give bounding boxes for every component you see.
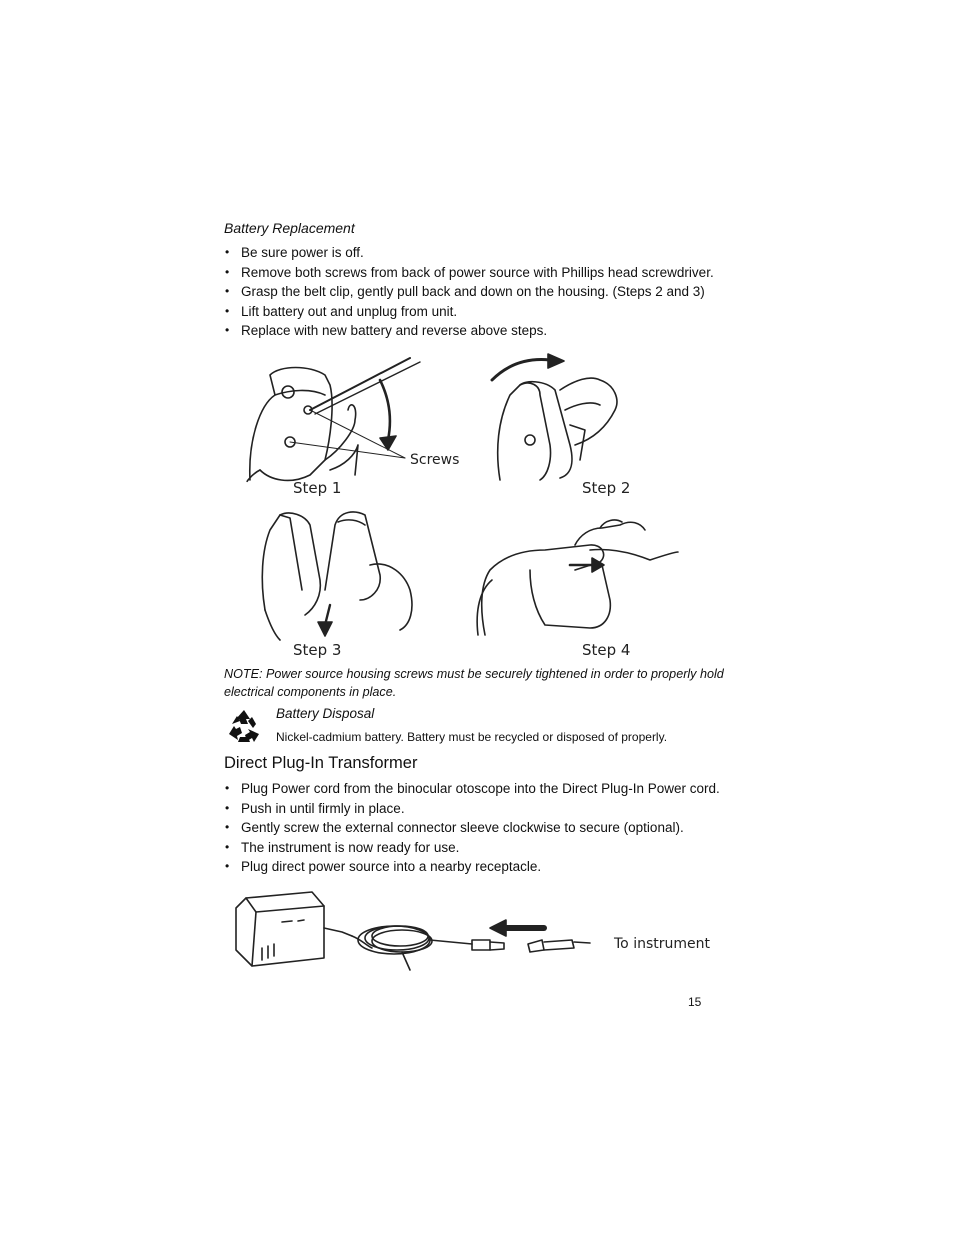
to-instrument-label: To instrument — [614, 936, 710, 952]
battery-steps-list — [224, 243, 724, 341]
power-adapter-drawing — [236, 892, 352, 966]
housing-screws-note: NOTE: Power source housing screws must be securely tightened in order to properly hold electrical components in place. — [224, 667, 724, 699]
battery-disposal-text: Nickel-cadmium battery. Battery must be recycled or disposed of properly. — [276, 730, 668, 744]
step4-drawing — [477, 520, 678, 635]
step3-label: Step 3 — [293, 641, 342, 659]
battery-steps-illustration — [230, 350, 710, 660]
list-item: • Gently screw the external connector sleeve clockwise to secure (optional). — [224, 818, 724, 838]
list-item: • Lift battery out and unplug from unit. — [224, 302, 724, 322]
step1-drawing — [247, 358, 420, 481]
battery-replacement-title: Battery Replacement — [224, 220, 355, 236]
list-item: • Push in until firmly in place. — [224, 799, 724, 819]
step4-label: Step 4 — [582, 641, 631, 659]
step2-label: Step 2 — [582, 479, 631, 497]
coiled-cord-drawing — [352, 926, 472, 970]
list-item: • The instrument is now ready for use. — [224, 838, 724, 858]
plug-connector-drawing — [472, 940, 504, 950]
recycle-icon — [226, 708, 262, 744]
screws-label: Screws — [410, 452, 460, 468]
transformer-steps-list — [224, 779, 724, 877]
transformer-illustration — [232, 888, 612, 978]
list-item: • Be sure power is off. — [224, 243, 724, 263]
step3-drawing — [262, 512, 412, 640]
step2-drawing — [492, 354, 617, 480]
list-item: • Plug Power cord from the binocular otoscope into the Direct Plug-In Power cord. — [224, 779, 724, 799]
transformer-heading: Direct Plug-In Transformer — [224, 754, 418, 772]
page-number: 15 — [688, 995, 702, 1009]
list-item: • Replace with new battery and reverse above steps. — [224, 321, 724, 341]
instrument-connector-drawing — [528, 940, 590, 952]
list-item: • Grasp the belt clip, gently pull back and down on the housing. (Steps 2 and 3) — [224, 282, 724, 302]
list-item: • Remove both screws from back of power source with Phillips head screwdriver. — [224, 263, 724, 283]
step1-label: Step 1 — [293, 479, 342, 497]
battery-disposal-title: Battery Disposal — [276, 706, 375, 721]
list-item: • Plug direct power source into a nearby receptacle. — [224, 857, 724, 877]
